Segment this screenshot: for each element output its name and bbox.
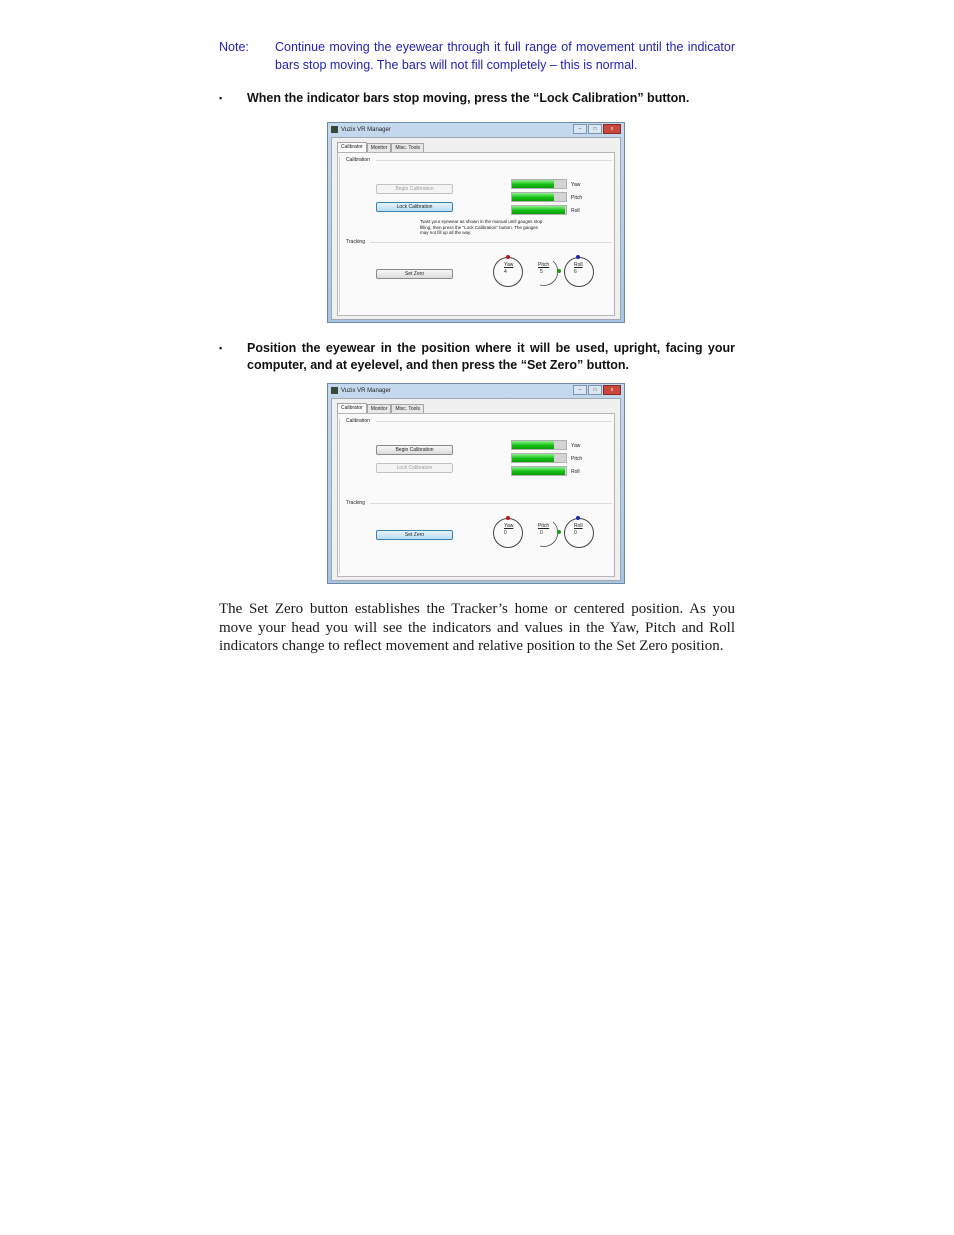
tab-monitor[interactable]: Monitor	[367, 143, 392, 153]
calibration-hint: Twist your eyewear as shown in the manual until gauges stop filling, then press the "Lock Calibration" button. The gauges may not fill up all the way.	[420, 219, 543, 235]
calibrator-panel	[337, 413, 615, 577]
minimize-icon[interactable]: –	[573, 385, 587, 395]
set-zero-button[interactable]: Set Zero	[376, 269, 453, 279]
roll-dial-label: Roll	[574, 523, 583, 529]
pitch-dial-value: 0	[540, 530, 543, 536]
window-controls	[573, 124, 621, 134]
pitch-dial-value: 5	[540, 269, 543, 275]
divider	[370, 503, 612, 504]
note-label: Note:	[219, 40, 249, 54]
window-title: Vuzix VR Manager	[331, 124, 391, 136]
yaw-gauge	[511, 440, 567, 450]
yaw-gauge-fill	[512, 441, 554, 449]
roll-gauge-fill	[512, 206, 565, 214]
app-icon	[331, 126, 338, 133]
roll-dial-marker	[576, 255, 580, 259]
window-controls	[573, 385, 621, 395]
calibration-section-label: Calibration	[346, 157, 370, 163]
lock-calibration-button[interactable]: Lock Calibration	[376, 463, 453, 473]
screenshot-lock-calibration	[327, 122, 625, 323]
maximize-icon[interactable]: □	[588, 124, 602, 134]
divider	[370, 242, 612, 243]
bullet-text: When the indicator bars stop moving, press the “Lock Calibration” button.	[247, 91, 690, 105]
roll-gauge-label: Roll	[571, 208, 580, 214]
divider	[376, 160, 612, 161]
roll-gauge-fill	[512, 467, 565, 475]
tab-misc-tools[interactable]: Misc. Tools	[391, 143, 424, 153]
pitch-dial-label: Pitch	[538, 262, 550, 268]
calibrator-panel	[337, 152, 615, 316]
yaw-dial-value: 0	[504, 530, 507, 536]
pitch-dial-marker	[557, 530, 561, 534]
pitch-gauge-label: Pitch	[571, 195, 583, 201]
yaw-dial-marker	[506, 516, 510, 520]
yaw-dial-label: Yaw	[504, 262, 514, 268]
note-text: Continue moving the eyewear through it full range of movement until the indicator bars stop moving. The bars will not fill completely – this is normal.	[275, 40, 735, 72]
roll-gauge-label: Roll	[571, 469, 580, 475]
window-client	[331, 137, 621, 320]
roll-dial-value: 6	[574, 269, 577, 275]
roll-gauge	[511, 466, 567, 476]
window-title: Vuzix VR Manager	[331, 385, 391, 397]
roll-dial-marker	[576, 516, 580, 520]
roll-dial-label: Roll	[574, 262, 583, 268]
pitch-gauge-label: Pitch	[571, 456, 583, 462]
yaw-gauge-fill	[512, 180, 554, 188]
roll-gauge	[511, 205, 567, 215]
roll-dial-value: 0	[574, 530, 577, 536]
tracking-section-label: Tracking	[346, 500, 365, 506]
tab-misc-tools[interactable]: Misc. Tools	[391, 404, 424, 414]
yaw-gauge-label: Yaw	[571, 443, 581, 449]
screenshot-set-zero	[327, 383, 625, 584]
tab-monitor[interactable]: Monitor	[367, 404, 392, 414]
minimize-icon[interactable]: –	[573, 124, 587, 134]
close-icon[interactable]: x	[603, 385, 621, 395]
tracking-section-label: Tracking	[346, 239, 365, 245]
calibration-section-label: Calibration	[346, 418, 370, 424]
yaw-gauge-label: Yaw	[571, 182, 581, 188]
pitch-gauge-fill	[512, 454, 554, 462]
yaw-dial-value: 4	[504, 269, 507, 275]
yaw-dial-marker	[506, 255, 510, 259]
tab-calibrator[interactable]: Calibrator	[337, 142, 367, 153]
tab-calibrator[interactable]: Calibrator	[337, 403, 367, 414]
pitch-dial-label: Pitch	[538, 523, 550, 529]
maximize-icon[interactable]: □	[588, 385, 602, 395]
close-icon[interactable]: x	[603, 124, 621, 134]
divider	[339, 418, 340, 573]
yaw-dial-label: Yaw	[504, 523, 514, 529]
window-client	[331, 398, 621, 581]
divider	[339, 157, 340, 312]
set-zero-button[interactable]: Set Zero	[376, 530, 453, 540]
pitch-gauge	[511, 192, 567, 202]
pitch-dial-marker	[557, 269, 561, 273]
pitch-gauge	[511, 453, 567, 463]
app-icon	[331, 387, 338, 394]
pitch-gauge-fill	[512, 193, 554, 201]
bullet-text: Position the eyewear in the position where it will be used, upright, facing your computer, and at eyelevel, and then press the “Set Zero” button.	[247, 341, 735, 372]
divider	[376, 421, 612, 422]
body-paragraph: The Set Zero button establishes the Tracker’s home or centered position. As you move your head you will see the indicators and values in the Yaw, Pitch and Roll indicators change to reflect movement and relative position to the Set Zero position.	[219, 601, 735, 654]
yaw-gauge	[511, 179, 567, 189]
lock-calibration-button[interactable]: Lock Calibration	[376, 202, 453, 212]
begin-calibration-button[interactable]: Begin Calibration	[376, 184, 453, 194]
begin-calibration-button[interactable]: Begin Calibration	[376, 445, 453, 455]
bullet-marker: ▪	[219, 93, 223, 103]
bullet-marker: ▪	[219, 343, 223, 353]
